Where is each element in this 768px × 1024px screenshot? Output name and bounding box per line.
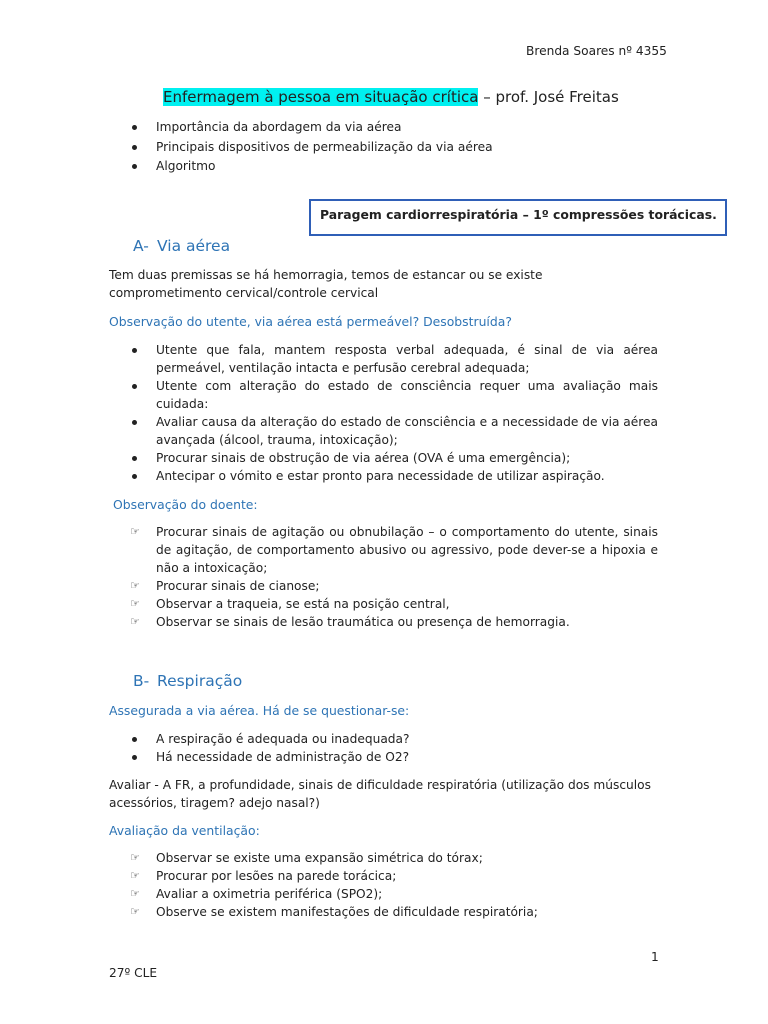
topics-list [130,118,493,177]
section-a-heading [133,237,230,255]
list-item: Há necessidade de administração de O2? [130,748,658,766]
section-a-subheading-2: Observação do doente: [113,497,258,512]
list-item: Algoritmo [130,157,493,177]
list-item: A respiração é adequada ou inadequada? [130,730,658,748]
hand-pointing-right-icon: ☞ [130,905,140,918]
section-b-title: Respiração [157,672,243,690]
hand-pointing-right-icon: ☞ [130,615,140,628]
hand-pointing-right-icon: ☞ [130,887,140,900]
footer-course: 27º CLE [109,966,158,980]
list-item: Antecipar o vómito e estar pronto para necessidade de utilizar aspiração. [130,467,658,485]
section-a-bullets [130,341,658,485]
section-a-hand-list [130,523,658,631]
document-title [163,88,619,106]
list-item: Utente que fala, mantem resposta verbal adequada, é sinal de via aérea permeável, ventilação intacta e perfusão cerebral adequada; [130,341,658,377]
section-b-heading [133,672,242,690]
list-item: ☞ Observar a traqueia, se está na posição central, [130,597,450,611]
list-item: ☞ Observe se existem manifestações de dificuldade respiratória; [130,905,538,919]
list-item: Importância da abordagem da via aérea [130,118,493,138]
hand-pointing-right-icon: ☞ [130,851,140,864]
list-item: ☞ Procurar sinais de cianose; [130,579,320,593]
section-b-hand-list [130,849,658,921]
list-item: ☞ Procurar por lesões na parede torácica; [130,869,397,883]
author-header: Brenda Soares nº 4355 [526,44,667,58]
callout-box: Paragem cardiorrespiratória – 1º compressões torácicas. [309,199,727,236]
hand-pointing-right-icon: ☞ [130,525,140,538]
section-b-bullets [130,730,658,766]
section-b-subheading-1: Assegurada a via aérea. Há de se questionar-se: [109,703,410,718]
list-item: Utente com alteração do estado de consciência requer uma avaliação mais cuidada: [130,377,658,413]
list-item: ☞ Procurar sinais de agitação ou obnubilação – o comportamento do utente, sinais de agitação, de comportamento abusivo ou agressivo, pode dever-se a hipoxia e não a intoxicação; [130,525,658,575]
list-item: Principais dispositivos de permeabilização da via aérea [130,138,493,158]
section-a-letter: A- [133,237,149,255]
hand-pointing-right-icon: ☞ [130,597,140,610]
section-a-intro: Tem duas premissas se há hemorragia, temos de estancar ou se existe comprometimento cervical/controle cervical [109,268,543,300]
section-a-title: Via aérea [157,237,231,255]
list-item: ☞ Avaliar a oximetria periférica (SPO2); [130,887,383,901]
section-b-subheading-2: Avaliação da ventilação: [109,823,260,838]
title-rest: – prof. José Freitas [478,88,619,106]
list-item: Procurar sinais de obstrução de via aérea (OVA é uma emergência); [130,449,658,467]
title-highlighted: Enfermagem à pessoa em situação crítica [163,88,479,106]
section-b-letter: B- [133,672,150,690]
page-number: 1 [651,950,659,964]
list-item: ☞ Observar se existe uma expansão simétrica do tórax; [130,851,483,865]
list-item: ☞ Observar se sinais de lesão traumática ou presença de hemorragia. [130,615,570,629]
section-b-paragraph: Avaliar - A FR, a profundidade, sinais de dificuldade respiratória (utilização dos músculos acessórios, tiragem? adejo nasal?) [109,778,651,810]
hand-pointing-right-icon: ☞ [130,579,140,592]
hand-pointing-right-icon: ☞ [130,869,140,882]
list-item: Avaliar causa da alteração do estado de consciência e a necessidade de via aérea avançada (álcool, trauma, intoxicação); [130,413,658,449]
section-a-subheading-1: Observação do utente, via aérea está permeável? Desobstruída? [109,314,512,329]
